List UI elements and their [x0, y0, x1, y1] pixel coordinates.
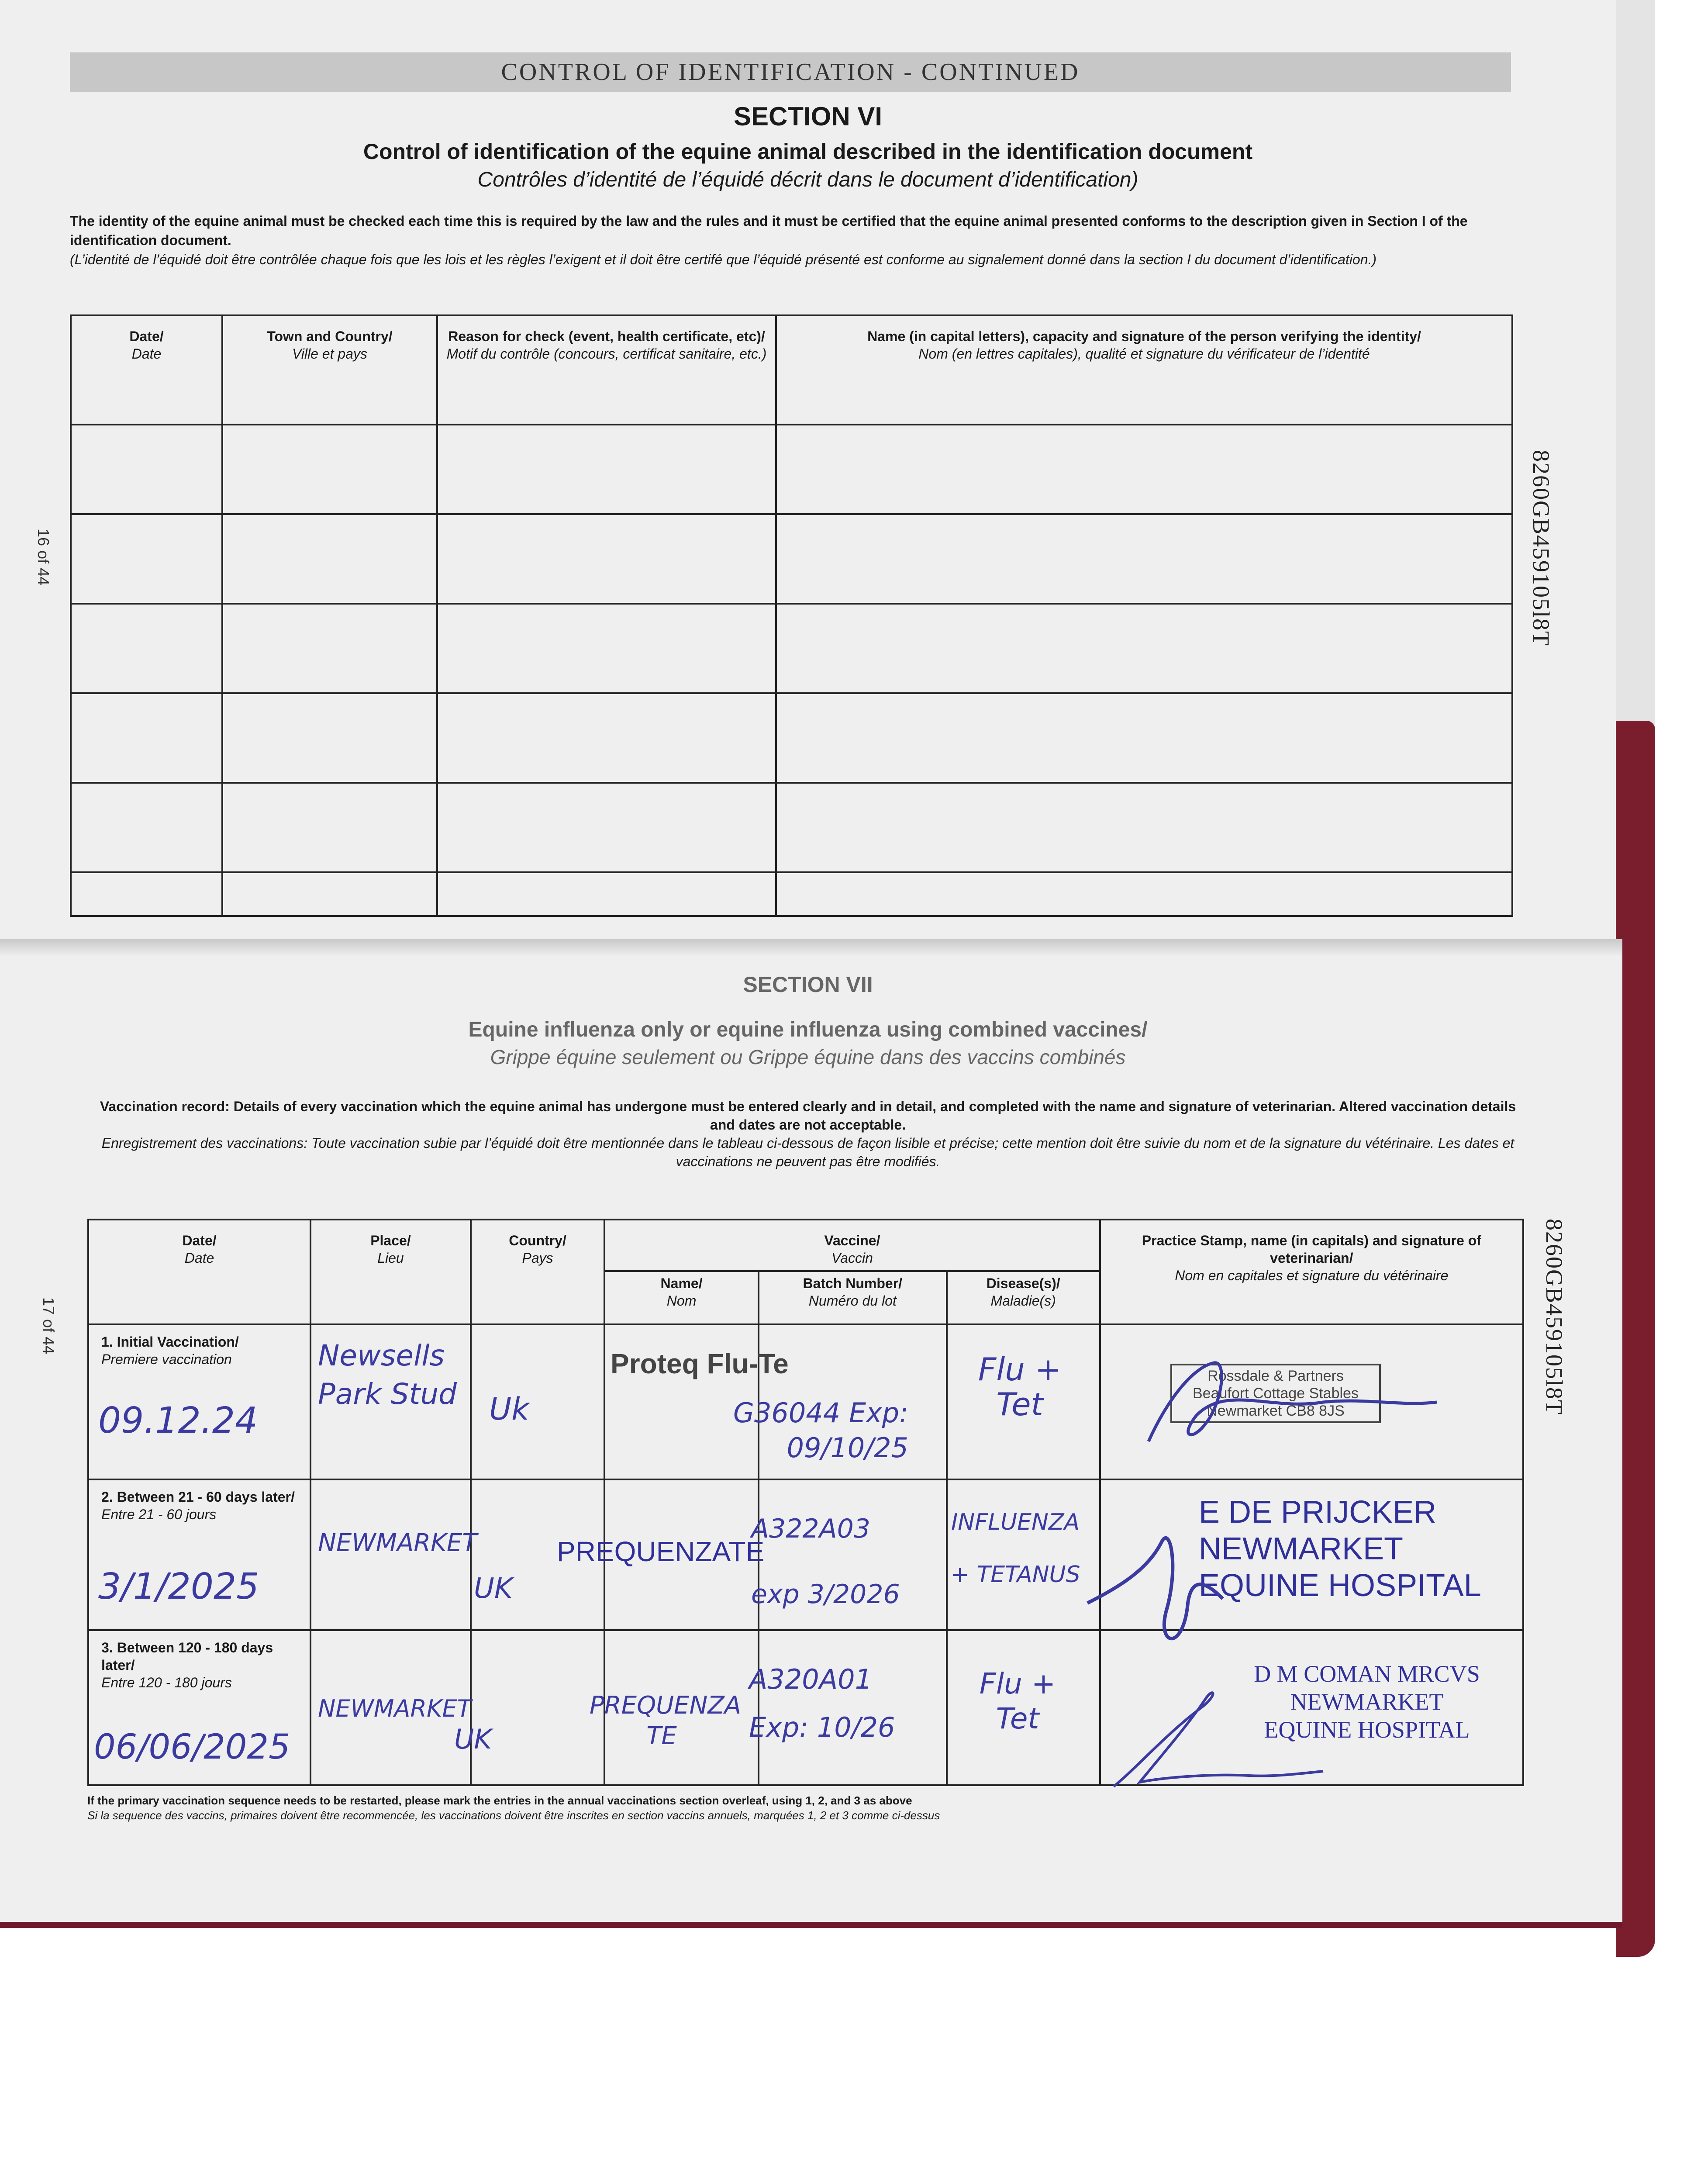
page-number-top: 16 of 44 [34, 529, 52, 586]
passport-id-top: 8260GB459105l8T [1528, 450, 1554, 647]
col-vacc-date: Date/ Date [88, 1220, 310, 1324]
row-2-country: UK [474, 1572, 513, 1605]
section-header-bar: CONTROL OF IDENTIFICATION - CONTINUED [70, 52, 1511, 92]
section-vii-subtitle-fr: Grippe équine seulement ou Grippe équine dans des vaccins combinés [490, 1046, 1126, 1068]
row-2-batch: A322A03 exp 3/2026 [751, 1514, 900, 1610]
col-practice: Practice Stamp, name (in capitals) and signature of veterinarian/ Nom en capitales et signature du vétérinaire [1100, 1220, 1523, 1324]
row-3-place: NEWMARKET [318, 1695, 472, 1722]
row-3-date: 06/06/2025 [94, 1728, 290, 1767]
row-3-country: UK [454, 1723, 492, 1755]
section-vi-intro [70, 211, 1511, 269]
col-vaccine-name: Name/ Nom [604, 1271, 759, 1324]
row-2-label: 2. Between 21 - 60 days later/ Entre 21 - 60 jours [88, 1479, 310, 1630]
col-town-country: Town and Country/ Ville et pays [222, 315, 437, 425]
col-verifier: Name (in capital letters), capacity and signature of the person verifying the identity/ Nom (en lettres capitales), qualité et signature du vérificateur de l’identité [776, 315, 1512, 425]
identity-check-table [70, 314, 1513, 917]
row-3-vaccine-name: PREQUENZA TE [590, 1691, 742, 1750]
section-vii-subtitle-en: Equine influenza only or equine influenza using combined vaccines/ [468, 1018, 1148, 1041]
col-place: Place/ Lieu [310, 1220, 471, 1324]
row-3-label: 3. Between 120 - 180 days later/ Entre 120 - 180 jours [88, 1630, 310, 1785]
passport-id-bottom: 8260GB459105l8T [1541, 1219, 1567, 1416]
row-1-practice-stamp: Rossdale & Partners Beaufort Cottage Stables Newmarket CB8 8JS [1170, 1364, 1381, 1423]
page-fold-shadow [0, 939, 1622, 957]
footnote-fr: Si la sequence des vaccins, primaires doivent être recommencée, les vaccinations doivent être inscrites en section vaccins annuels, marquées 1, 2 et 3 comme ci-dessus [87, 1809, 940, 1822]
row-1-date: 09.12.24 [98, 1400, 258, 1441]
section-vi-subtitle-fr: Contrôles d’identité de l’équidé décrit dans le document d’identification) [477, 168, 1138, 191]
col-batch: Batch Number/ Numéro du lot [759, 1271, 947, 1324]
row-2-date: 3/1/2025 [98, 1566, 259, 1607]
section-vi-title: SECTION VI [733, 102, 883, 131]
section-vii-title: SECTION VII [743, 972, 873, 997]
col-reason: Reason for check (event, health certificate, etc)/ Motif du contrôle (concours, certificat sanitaire, etc.) [437, 315, 776, 425]
table-row [71, 604, 1512, 693]
row-2-vaccine-name: PREQUENZATE [557, 1536, 765, 1567]
section-vii-intro-en: Vaccination record: Details of every vaccination which the equine animal has undergone must be entered clearly and in detail, and completed with the name and signature of veterinarian. Altered vaccination details and dates are not acceptable. [100, 1099, 1516, 1133]
table-row [71, 514, 1512, 604]
row-2-signature-icon [1079, 1516, 1236, 1660]
vaccination-footnote [87, 1793, 940, 1823]
col-vaccine: Vaccine/ Vaccin [604, 1220, 1100, 1271]
section-vi-intro-en: The identity of the equine animal must be checked each time this is required by the law and the rules and it must be certified that the equine animal presented conforms to the description given in Section I of the identification document. [70, 213, 1468, 248]
row-2-place: NEWMARKET [318, 1529, 477, 1557]
row-2-disease: INFLUENZA + TETANUS [950, 1509, 1080, 1588]
row-1-vaccine-name: Proteq Flu-Te [611, 1348, 789, 1379]
row-1-place: Newsells Park Stud [318, 1339, 457, 1411]
row-3-signature-icon [1101, 1673, 1328, 1800]
row-1-disease: Flu + Tet [978, 1351, 1062, 1423]
table-row [71, 693, 1512, 783]
row-1-signature-icon [1140, 1350, 1446, 1450]
section-vi-subtitle-en: Control of identification of the equine animal described in the identification document [363, 139, 1253, 164]
section-vi-intro-fr: (L’identité de l’équidé doit être contrôlée chaque fois que les lois et les règles l’exigent et il doit être certifé que l’équidé présenté est conforme au signalement donné dans la section I du document d’identification.) [70, 252, 1377, 267]
col-country: Country/ Pays [471, 1220, 604, 1324]
col-date: Date/ Date [71, 315, 222, 425]
page-number-bottom: 17 of 44 [40, 1297, 58, 1355]
row-1-country: Uk [489, 1391, 529, 1427]
row-1-batch: G36044 Exp: 09/10/25 [733, 1397, 908, 1464]
table-row [71, 783, 1512, 872]
row-3-batch: A320A01 Exp: 10/26 [749, 1663, 895, 1743]
row-3-practice-stamp: D M COMAN MRCVS NEWMARKET EQUINE HOSPITAL [1254, 1661, 1480, 1743]
row-1-label: 1. Initial Vaccination/ Premiere vaccination [88, 1324, 310, 1479]
section-vii-intro-fr: Enregistrement des vaccinations: Toute vaccination subie par l’équidé doit être mentionnée dans le tableau ci-dessous de façon lisible et précise; cette mention doit être suivie du nom et de la signature du vétérinaire. Les dates et vaccinations ne peuvent pas être modifiés. [101, 1135, 1515, 1169]
row-2-practice-stamp: E DE PRIJCKER NEWMARKET EQUINE HOSPITAL [1199, 1495, 1481, 1603]
table-row [71, 425, 1512, 514]
col-disease: Disease(s)/ Maladie(s) [947, 1271, 1100, 1324]
section-vii-intro [87, 1097, 1528, 1171]
row-3-disease: Flu + Tet [979, 1667, 1056, 1735]
table-row [71, 872, 1512, 916]
footnote-en: If the primary vaccination sequence needs to be restarted, please mark the entries in the annual vaccinations section overleaf, using 1, 2, and 3 as above [87, 1794, 912, 1807]
